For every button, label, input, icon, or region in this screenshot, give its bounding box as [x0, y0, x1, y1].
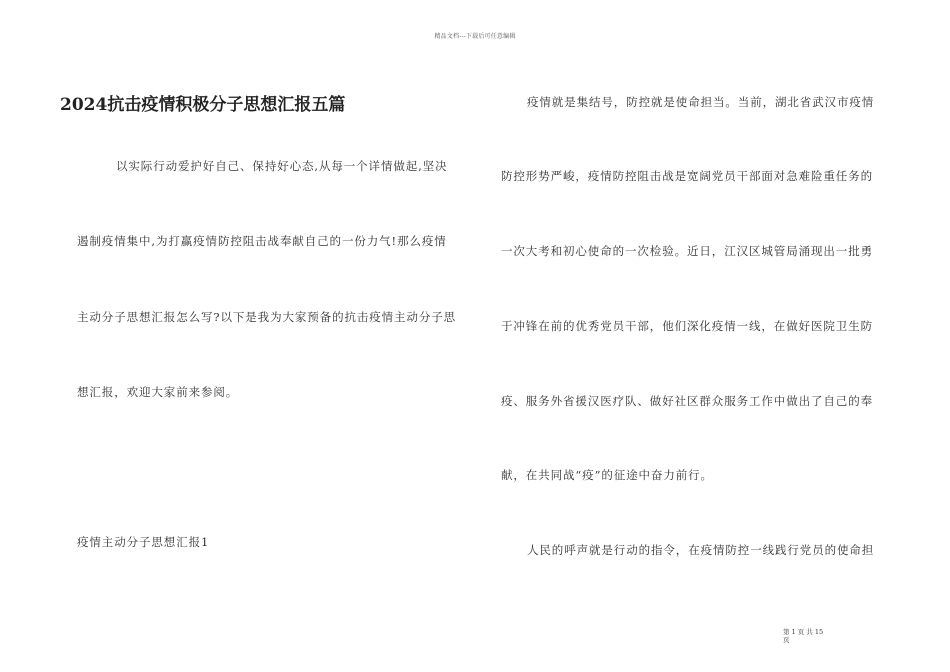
paragraph-line: 一次大考和初心使命的一次检验。近日，江汉区城管局涌现出一批勇: [501, 244, 873, 258]
header-note: 精品文档---下载后可任意编辑: [434, 33, 516, 40]
paragraph-line: 主动分子思想汇报怎么写?以下是我为大家预备的抗击疫情主动分子思: [77, 310, 457, 324]
paragraph-line: 防控形势严峻，疫情防控阻击战是宽阔党员干部面对急难险重任务的: [501, 169, 873, 183]
paragraph-line: 献，在共同战“疫”的征途中奋力前行。: [501, 468, 713, 482]
paragraph-line: 人民的呼声就是行动的指令，在疫情防控一线践行党员的使命担: [527, 543, 875, 557]
page-number: 第 1 页 共 15 页: [783, 628, 824, 644]
section-heading: 疫情主动分子思想汇报1: [77, 535, 210, 549]
paragraph-line: 想汇报，欢迎大家前来参阅。: [77, 385, 239, 399]
paragraph-line: 于冲锋在前的优秀党员干部，他们深化疫情一线，在做好医院卫生防: [501, 319, 873, 333]
paragraph-line: 疫、服务外省援汉医疗队、做好社区群众服务工作中做出了自己的奉: [501, 394, 873, 408]
paragraph-line: 疫情就是集结号，防控就是使命担当。当前，湖北省武汉市疫情: [527, 95, 875, 109]
page-title: 2024抗击疫情积极分子思想汇报五篇: [60, 95, 346, 115]
paragraph-line: 以实际行动爱护好自己、保持好心态,从每一个详情做起,坚决: [116, 159, 448, 173]
paragraph-line: 遏制疫情集中,为打赢疫情防控阻击战奉献自己的一份力气!那么疫情: [77, 234, 447, 248]
